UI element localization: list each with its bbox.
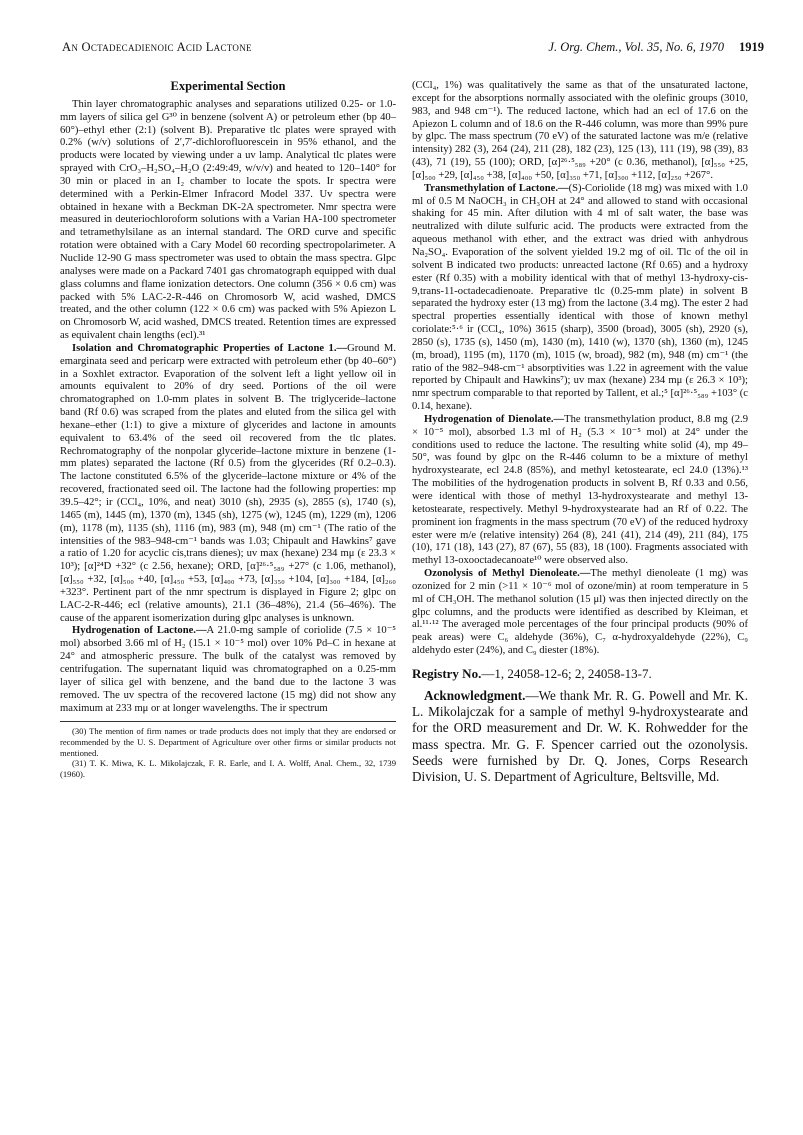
paragraph-text: A 21.0-mg sample of coriolide (7.5 × 10⁻⁵ mol) absorbed 3.66 ml of H₂ (15.1 × 10⁻⁵ mol) over 10% Pd–C in hexane at 24° and atmospheric pressure. The bulk of the catalyst was removed by centrifugation. The supernatant liquid was chromatographed on a 0.25-mm layer of silica gel with benzene, and the band due to the lactone 3 was removed. The uv spectra of the recovered lactone (15 mg) did not show any maximum at 233 mμ or at longer wavelengths. The ir spectrum [60,625,396,714]
acknowledgment [412,688,748,785]
running-title: An Octadecadienoic Acid Lactone [62,40,252,54]
paragraph-ozonolysis [412,568,748,658]
journal-reference: J. Org. Chem., Vol. 35, No. 6, 1970 [548,40,724,54]
registry-text: —1, 24058-12-6; 2, 24058-13-7. [481,665,652,681]
section-title: Experimental Section [170,79,286,93]
left-column [60,80,396,779]
paragraph-heading: Ozonolysis of Methyl Dienoleate.— [424,568,591,580]
page-number: 1919 [739,40,764,54]
paragraph-text: The methyl dienoleate (1 mg) was ozonized for 2 min (>11 × 10⁻⁶ mol of ozone/min) at room temperature in 5 ml of CH₃OH. The methanol solution (15 μl) was then injected directly on the glpc columns, and the products were identified as described by Kleiman, et al.¹¹·¹² The averaged mole percentages of the four principal products (90% of peak areas) were C₆ aldehyde (36%), C₇ α-hydroxyaldehyde (22%), C₉ aldehydo ester (24%), and C₉ diester (18%). [412,568,748,657]
paragraph-heading: Hydrogenation of Dienolate.— [424,413,565,425]
acknowledgment-text: —We thank Mr. R. G. Powell and Mr. K. L. Mikolajczak for a sample of methyl 9-hydroxystearate and for the ORD measurement and Dr. W. K. Rohwedder for the mass spectra. Mr. G. F. Spencer carried out the ozonolysis. Seeds were furnished by Dr. Q. Jones, Corps Research Division, U. S. Department of Agriculture, Beltsville, Md. [412,687,748,784]
paragraph-hydrogenation-dienolate [412,414,748,568]
paragraph-isolation [60,343,396,626]
right-column [412,80,748,785]
registry-numbers [412,666,748,682]
footnote-30: (30) The mention of firm names or trade products does not imply that they are endorsed or recommended by the U. S. Department of Agriculture over other firms or similar products not mentioned. [60,726,396,758]
page-header [62,40,764,60]
paragraph-text: The transmethylation product, 8.8 mg (2.9 × 10⁻⁵ mol), absorbed 1.3 ml of H₂ (5.3 × 10⁻⁵ mol) at 24° under the conditions used to reduce the lactone. The resulting white solid (4), mp 49–50°, was found by glpc on the R-446 column to be a mixture of methyl hydroxystearate, ecl 24.8 (85%), and methyl ketostearate, ecl 24.0 (13%).¹³ The mobilities of the hydrogenation products in solvent B, Rf 0.33 and 0.56, were identical with those of methyl 13-hydroxystearate and methyl 13-ketostearate, respectively. Methyl 9-hydroxystearate had an Rf of 0.22. The prominent ion fragments in the mass spectrum (70 eV) of the reduced hydroxy ester were m/e (relative intensity) 264 (8), 241 (41), 214 (49), 211 (84), 175 (10), 171 (18), 143 (27), 87 (67), 55 (83), 18 (100). Fragments associated with methyl 13-oxooctadecanoate¹⁰ were observed also. [412,413,748,567]
acknowledgment-heading: Acknowledgment. [424,687,526,703]
paragraph-hydrogenation-lactone [60,625,396,715]
paragraph-heading: Hydrogenation of Lactone.— [72,625,207,637]
paragraph-continuation [412,80,748,183]
footnote-31: (31) T. K. Miwa, K. L. Mikolajczak, F. R. Earle, and I. A. Wolff, Anal. Chem., 32, 1739 (1960). [60,758,396,779]
paragraph-heading: Isolation and Chromatographic Properties of Lactone 1.— [72,342,348,354]
paragraph-text: Ground M. emarginata seed and pericarp were extracted with petroleum ether (bp 40–60°) in a Soxhlet extractor. Evaporation of the solvent left a light yellow oil in amounts equivalent to 20% of dry seed. Portions of the oil were chromatographed on 1.0-mm plates in solvent B. The triglyceride–lactone band (Rf 0.6) was scraped from the plates and eluted from the silica gel with hexane–ether (1:1) to give a mixture of glycerides and lactone in amounts equivalent to 63.4% of the seed oil recovered from the tlc plates. Rechromatography of the nonpolar glyceride–lactone mixture in benzene (1-mm plates) separated the lactone (Rf 0.5) from the glycerides (Rf 0.2–0.3). The lactone constituted 6.5% of the glyceride–lactone mixture or 4% of the recovered, fractionated seed oil. The lactone had the following properties: mp 39.5–42°; ir (CCl₄, 10%, and neat) 3010 (sh), 2935 (s), 2855 (s), 1740 (s), 1465 (m), 1445 (m), 1370 (m), 1345 (sh), 1275 (w), 1245 (m), 1229 (m), 1206 (m), 1178 (m), 1135 (sh), 1116 (m), 983 (m), 948 (m) cm⁻¹ (The ratio of the intensities of the 983–948-cm⁻¹ bands was 1.03; Chipault and Hawkins⁷ gave a ratio of 1.20 for acyclic cis,trans dienes); uv max (hexane) 234 mμ (ε 23.3 × 10³); [α]²⁴D +32° (c 2.56, hexane); ORD, [α]²⁶·⁵₅₈₉ +27° (c 1.06, methanol), [α]₅₅₀ +32, [α]₅₀₀ +40, [α]₄₅₀ +53, [α]₄₀₀ +73, [α]₃₅₀ +104, [α]₃₀₀ +184, [α]₂₆₀ +323°. Pertinent part of the nmr spectrum is displayed in Figure 2; glpc on LAC-2-R-446; ecl (relative amounts), 21.1 (36–48%), 21.4 (56–46%). The cause of the apparent isomerization during glpc analyses is unknown. [60,342,396,624]
registry-heading: Registry No. [412,665,482,681]
paragraph-text: (CCl₄, 1%) was qualitatively the same as that of the unsaturated lactone, except for the absorptions normally associated with the olefinic groups (3010, 983, and 948 cm⁻¹). The reduced lactone, which had an ecl of 17.6 on the Apiezon L column and of 18.6 on the R-446 column, was more than 99% pure by glpc. The mass spectrum (70 eV) of the saturated lactone was m/e (relative intensity) 282 (3), 264 (24), 211 (28), 182 (23), 125 (13), 111 (19), 98 (39), 83 (43), 71 (19), 55 (100); ORD, [α]²⁶·⁵₅₈₉ +20° (c 0.36, methanol), [α]₅₅₀ +25, [α]₅₀₀ +29, [α]₄₅₀ +38, [α]₄₀₀ +50, [α]₃₅₀ +71, [α]₃₀₀ +112, [α]₂₅₀ +267°. [412,80,748,181]
footnotes [60,721,396,779]
paragraph-general-methods [60,99,396,343]
paragraph-text: Thin layer chromatographic analyses and separations utilized 0.25- or 1.0-mm layers of silica gel G³⁰ in benzene (solvent A) or petroleum ether (bp 40–60°)–ethyl ether (2:1) (solvent B). Preparative tlc plates were sprayed with 0.2% (w/v) solutions of 2′,7′-dichlorofluorescein in 95% ethanol, and the products were located by viewing under a uv lamp. Analytical tlc plates were sprayed with CrO₃–H₂SO₄–H₂O (2:49:49, w/v/v) and heated to 120–140° for 30 min or placed in an I₂ chamber to locate the spots. Ir spectra were determined with a Perkin-Elmer Infracord Model 337. Uv spectra were obtained in hexane with a Beckman DK-2A spectrometer. Nmr spectra were measured in deuteriochloroform solutions with a Varian HA-100 spectrometer and tetramethylsilane as an internal standard. The ORD curve and specific rotation were obtained with a Cary Model 60 recording spectropolarimeter. A Nuclide 12-90 G mass spectrometer was used to obtain the mass spectra. Glpc analyses were made on a Packard 7401 gas chromatograph equipped with dual glass columns and flame ionization detectors. One column (356 × 0.6 cm) was packed with 5% LAC-2-R-446 on Chromosorb W, acid washed, DMCS treated, and the other column (122 × 0.6 cm) was packed with 5% Apiezon L on Chromosorb W, acid washed, DMCS treated. Retention times are expressed as equivalent chain lengths (ecl).³¹ [60,98,396,342]
paragraph-heading: Transmethylation of Lactone.— [424,182,569,194]
paragraph-transmethylation [412,183,748,414]
paragraph-text: (S)-Coriolide (18 mg) was mixed with 1.0 ml of 0.5 M NaOCH₃ in CH₃OH at 24° and allowed to stand with occasional shaking for 45 min. After dilution with 4 ml of salt water, the base was neutralized with dilute sulfuric acid. The products were extracted from the aqueous methanol with ether, and the extract was dried with anhydrous Na₂SO₄. Evaporation of the solvent yielded 19.2 mg of oil. Tlc of the oil in solvent B indicated two products: unreacted lactone (Rf 0.65) and a hydroxy ester (Rf 0.35) with a mobility identical with that of methyl 13-hydroxy-cis-9,trans-11-octadecadienoate. Preparative tlc (0.25-mm plate) in solvent B separated the hydroxy ester (13 mg) from the lactone (3.4 mg). The ester 2 had spectral properties essentially identical with those of known methyl coriolate:⁵·⁶ ir (CCl₄, 10%) 3615 (sharp), 3500 (broad), 3005 (sh), 2920 (s), 2850 (s), 1735 (s), 1450 (m), 1430 (m), 1410 (w), 1370 (sh), 1360 (m), 1245 (m, broad), 1195 (m), 1170 (m), 1015 (w, broad), 982 (m), 948 (m) cm⁻¹ (the ratio of the 982–948-cm⁻¹ absorptivities was 1.22 in agreement with the value reported by Chipault and Hawkins⁷); uv max (hexane) 234 mμ (ε 26.3 × 10³); nmr spectrum comparable to that reported by Tallent, et al.;⁵ [α]²⁶·⁵₅₈₉ +103° (c 0.14, hexane). [412,182,748,413]
